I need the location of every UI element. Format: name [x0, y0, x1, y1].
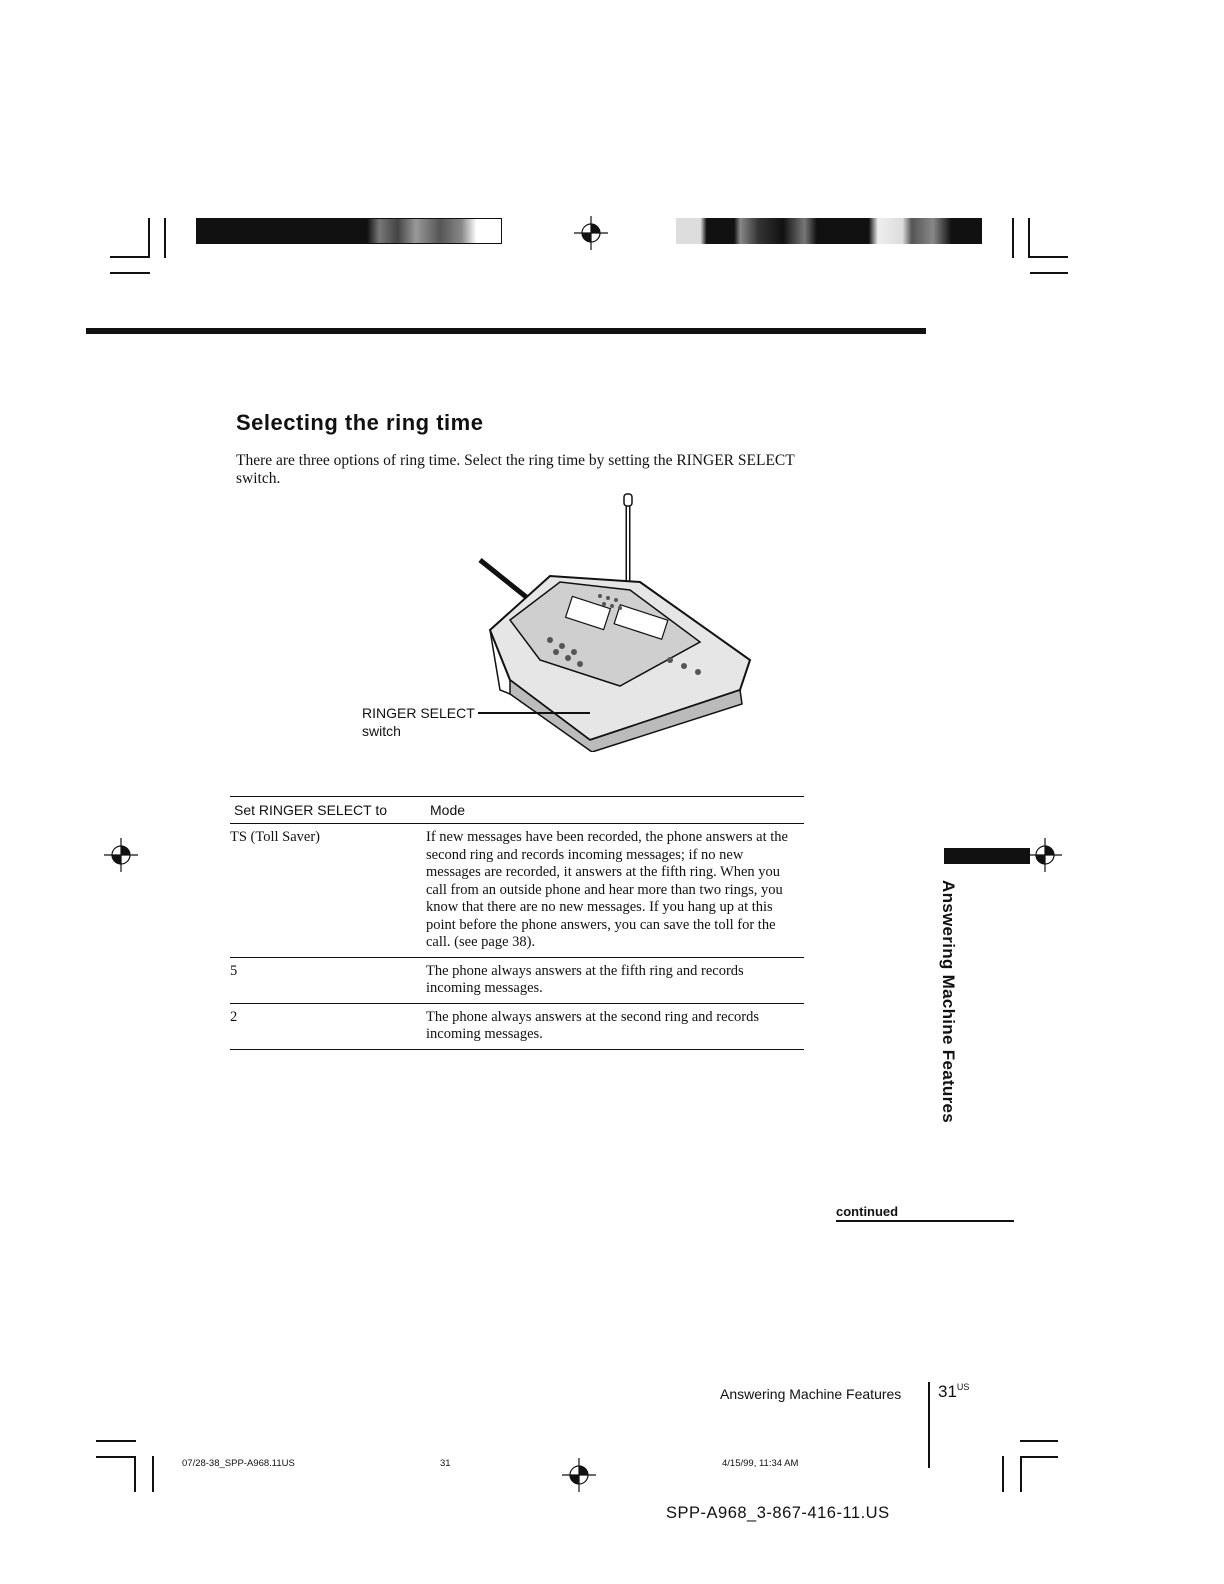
column-header: Mode: [426, 797, 804, 824]
ring-time-table: [230, 796, 804, 1050]
continued-rule: [836, 1220, 1014, 1222]
slug-page: 31: [440, 1458, 451, 1469]
footer-section-name: Answering Machine Features: [720, 1386, 902, 1402]
column-header: Set RINGER SELECT to: [230, 797, 426, 824]
crop-mark: [134, 1456, 136, 1492]
crop-mark: [1020, 1456, 1058, 1458]
slug-file: 07/28-38_SPP-A968.11US: [182, 1458, 295, 1469]
callout-label: RINGER SELECT: [362, 705, 475, 721]
mode-cell: If new messages have been recorded, the phone answers at the second ring and records incoming messages; if no new messages are recorded, it answers at the fifth ring. When you call from an outside phone and hear more than two rings, you know that there are no new messages. If you hang up at this point before the phone answers, you can save the toll for the call. (see page 38).: [426, 824, 804, 958]
section-title: Selecting the ring time: [236, 410, 484, 435]
crop-mark: [1002, 1456, 1004, 1492]
crop-mark: [164, 218, 166, 258]
header-rule: [86, 328, 926, 334]
crop-mark: [148, 218, 150, 258]
crop-mark: [1028, 256, 1068, 258]
registration-mark-icon: [574, 216, 608, 250]
crop-mark: [1020, 1440, 1058, 1442]
color-bar-right: [676, 218, 982, 244]
intro-paragraph: There are three options of ring time. Select the ring time by setting the RINGER SELECT switch.: [236, 452, 795, 487]
registration-mark-icon: [1028, 838, 1062, 872]
callout-sublabel: switch: [362, 723, 401, 739]
mode-cell: The phone always answers at the fifth ring and records incoming messages.: [426, 957, 804, 1003]
side-tab-marker: [944, 848, 1030, 864]
setting-cell: 2: [230, 1003, 426, 1049]
setting-cell: TS (Toll Saver): [230, 824, 426, 958]
ringer-select-callout: [362, 704, 475, 740]
page-suffix: US: [956, 1382, 970, 1392]
crop-mark: [96, 1456, 136, 1458]
registration-mark-icon: [562, 1458, 596, 1492]
table-header-row: [230, 797, 804, 824]
color-bar-left: [196, 218, 502, 244]
crop-mark: [1012, 218, 1014, 258]
table-row: [230, 957, 804, 1003]
setting-cell: 5: [230, 957, 426, 1003]
page-number: [938, 1382, 969, 1402]
table-row: [230, 824, 804, 958]
crop-mark: [110, 272, 150, 274]
registration-mark-icon: [104, 838, 138, 872]
crop-mark: [96, 1440, 136, 1442]
crop-mark: [152, 1456, 154, 1492]
footer-divider: [928, 1382, 930, 1468]
continued-label: continued: [836, 1204, 899, 1219]
mode-cell: The phone always answers at the second ring and records incoming messages.: [426, 1003, 804, 1049]
crop-mark: [1028, 218, 1030, 258]
table-row: [230, 1003, 804, 1049]
crop-mark: [1020, 1456, 1022, 1492]
crop-mark: [110, 256, 150, 258]
callout-leader: [478, 712, 590, 714]
page-number-value: 31: [938, 1382, 957, 1401]
document-id: SPP-A968_3-867-416-11.US: [666, 1504, 890, 1522]
crop-mark: [1030, 272, 1068, 274]
slug-date: 4/15/99, 11:34 AM: [722, 1458, 799, 1469]
side-tab-label: Answering Machine Features: [939, 880, 958, 1124]
